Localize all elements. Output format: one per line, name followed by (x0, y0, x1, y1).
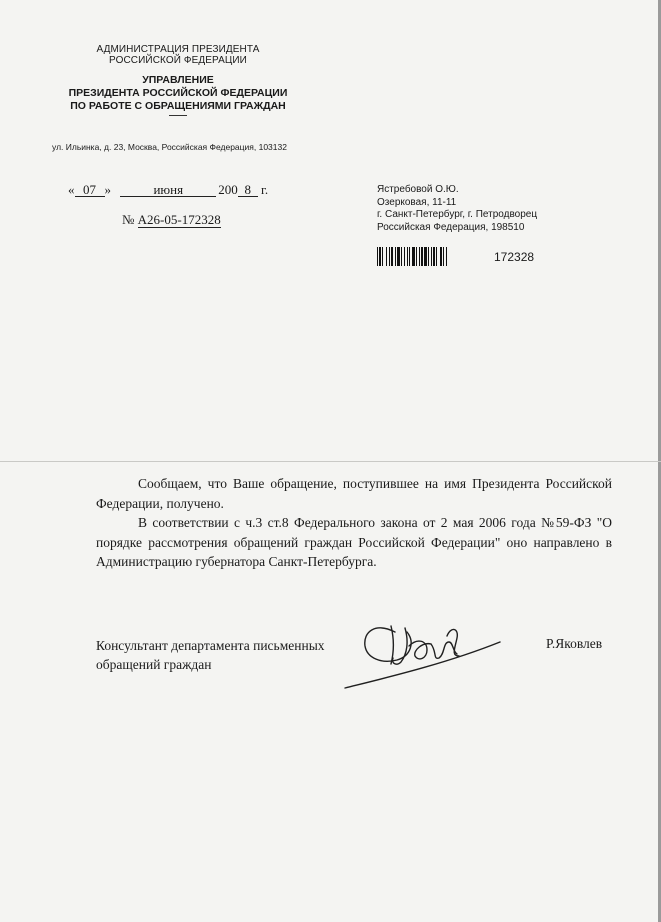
dept-line-2: ПРЕЗИДЕНТА РОССИЙСКОЙ ФЕДЕРАЦИИ (68, 87, 288, 99)
date-month: июня (120, 183, 216, 197)
letterhead (50, 44, 306, 116)
reg-prefix: № (122, 212, 135, 227)
department-name (50, 74, 306, 113)
fold-line (0, 461, 661, 462)
dept-line-1: УПРАВЛЕНИЕ (142, 74, 214, 86)
body-paragraph-1: Сообщаем, что Ваше обращение, поступившее на имя Президента Российской Федерации, получено. (96, 476, 612, 511)
date-close-quote: » (104, 182, 111, 197)
date-year-suffix: 8 (238, 183, 258, 197)
sender-address: ул. Ильинка, д. 23, Москва, Российская Федерация, 103132 (52, 142, 287, 152)
signer-title-line-1: Консультант департамента письменных (96, 638, 325, 653)
signer-title (96, 636, 325, 674)
barcode (377, 247, 486, 266)
administration-name (50, 44, 306, 66)
header-dash (169, 115, 187, 116)
date-open-quote: « (68, 182, 75, 197)
dept-line-3: ПО РАБОТЕ С ОБРАЩЕНИЯМИ ГРАЖДАН (70, 100, 286, 112)
recipient-code: 172328 (494, 250, 535, 264)
recipient-city: г. Санкт-Петербург, г. Петродворец (377, 209, 538, 220)
recipient-country: Российская Федерация, 198510 (377, 221, 525, 233)
admin-line-1: АДМИНИСТРАЦИЯ ПРЕЗИДЕНТА (96, 44, 260, 55)
date-day: 07 (75, 183, 105, 197)
body-paragraph-2: В соответствии с ч.3 ст.8 Федерального закона от 2 мая 2006 года №59-ФЗ "О порядке рассмотрения обращений граждан Российской Федерации" оно направлено в Администрацию губернатора Санкт-Петербурга. (96, 515, 612, 570)
letter-body (96, 474, 612, 572)
signer-title-line-2: обращений граждан (96, 657, 212, 672)
recipient-street: Озерковая, 11-11 (377, 196, 457, 208)
recipient-block (377, 184, 537, 234)
date-year-mark: г. (261, 182, 269, 197)
registration-number (122, 212, 221, 228)
recipient-name: Ястребовой О.Ю. (377, 184, 459, 195)
handwritten-signature (335, 612, 505, 694)
reg-value: А26-05-172328 (137, 212, 221, 227)
admin-line-2: РОССИЙСКОЙ ФЕДЕРАЦИИ (109, 55, 247, 66)
signer-name: Р.Яковлев (546, 636, 603, 651)
date-year-prefix: 200 (218, 182, 238, 197)
letter-date (68, 182, 268, 198)
